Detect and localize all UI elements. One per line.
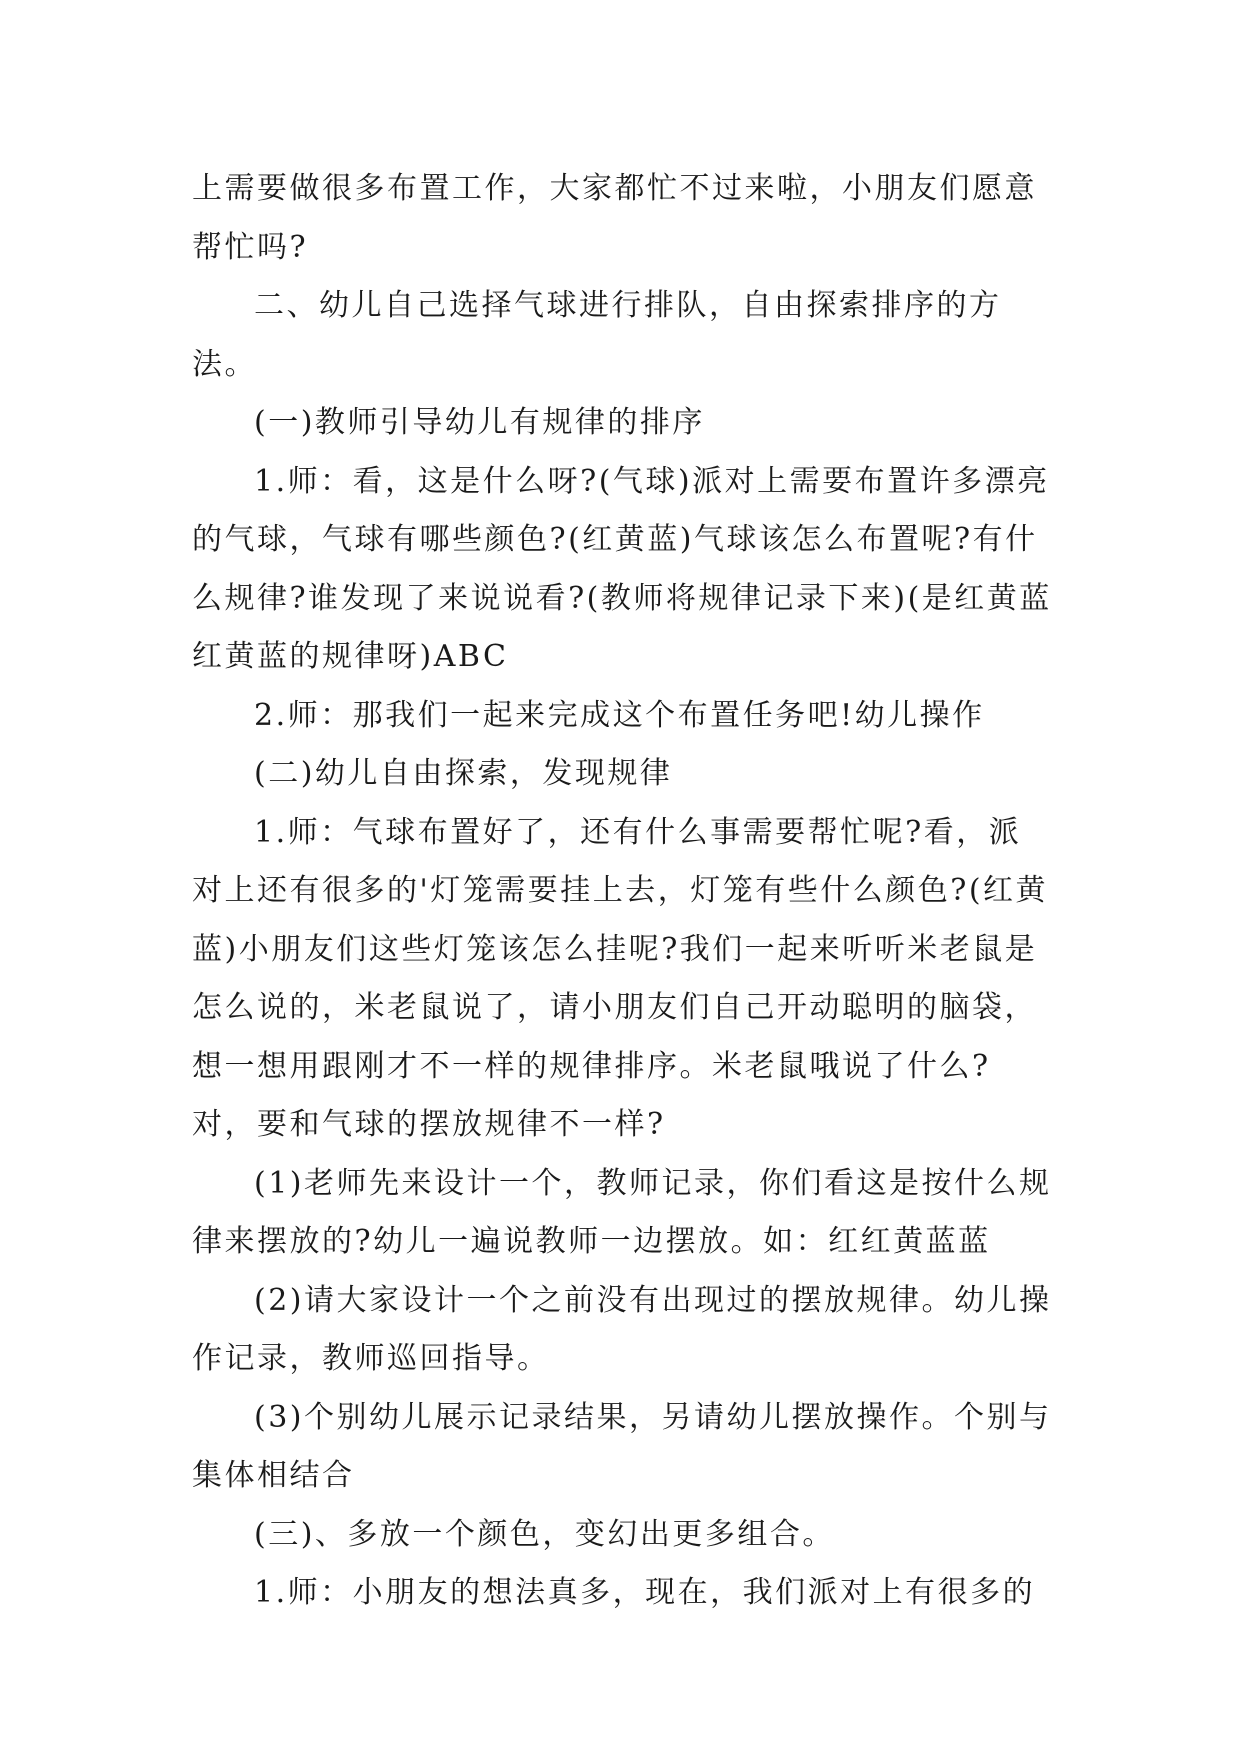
paragraph-6: (二)幼儿自由探索，发现规律	[254, 756, 673, 791]
paragraph-7: 1.师：气球布置好了，还有什么事需要帮忙呢?看，派对上还有很多的'灯笼需要挂上去，灯笼有些什么颜色?(红黄蓝)小朋友们这些灯笼该怎么挂呢?我们一起来听听米老鼠是怎么说的，米老鼠说了，请小朋友们自己开动聪明的脑袋，想一想用跟刚才不一样的规律排序。米老鼠哦说了什么?对，要和气球的摆放规律不一样?	[192, 814, 1049, 1142]
document-body	[192, 160, 1052, 1623]
paragraph-9: (2)请大家设计一个之前没有出现过的摆放规律。幼儿操作记录，教师巡回指导。	[192, 1282, 1052, 1376]
paragraph-11: (三)、多放一个颜色，变幻出更多组合。	[254, 1516, 835, 1552]
paragraph-4: 1.师：看，这是什么呀?(气球)派对上需要布置许多漂亮的气球，气球有哪些颜色?(红黄蓝)气球该怎么布置呢?有什么规律?谁发现了来说说看?(教师将规律记录下来)(是红黄蓝红黄蓝的规律呀)ABC	[192, 463, 1052, 674]
paragraph-3: (一)教师引导幼儿有规律的排序	[254, 405, 705, 440]
paragraph-1: 上需要做很多布置工作，大家都忙不过来啦，小朋友们愿意帮忙吗?	[192, 171, 1037, 265]
paragraph-10: (3)个别幼儿展示记录结果，另请幼儿摆放操作。个别与集体相结合	[192, 1399, 1052, 1493]
paragraph-8: (1)老师先来设计一个，教师记录，你们看这是按什么规律来摆放的?幼儿一遍说教师一边摆放。如：红红黄蓝蓝	[192, 1165, 1052, 1259]
paragraph-12: 1.师：小朋友的想法真多，现在，我们派对上有很多的	[254, 1575, 1036, 1610]
paragraph-5: 2.师：那我们一起来完成这个布置任务吧!幼儿操作	[254, 697, 985, 733]
paragraph-2: 二、幼儿自己选择气球进行排队，自由探索排序的方法。	[192, 288, 1002, 382]
